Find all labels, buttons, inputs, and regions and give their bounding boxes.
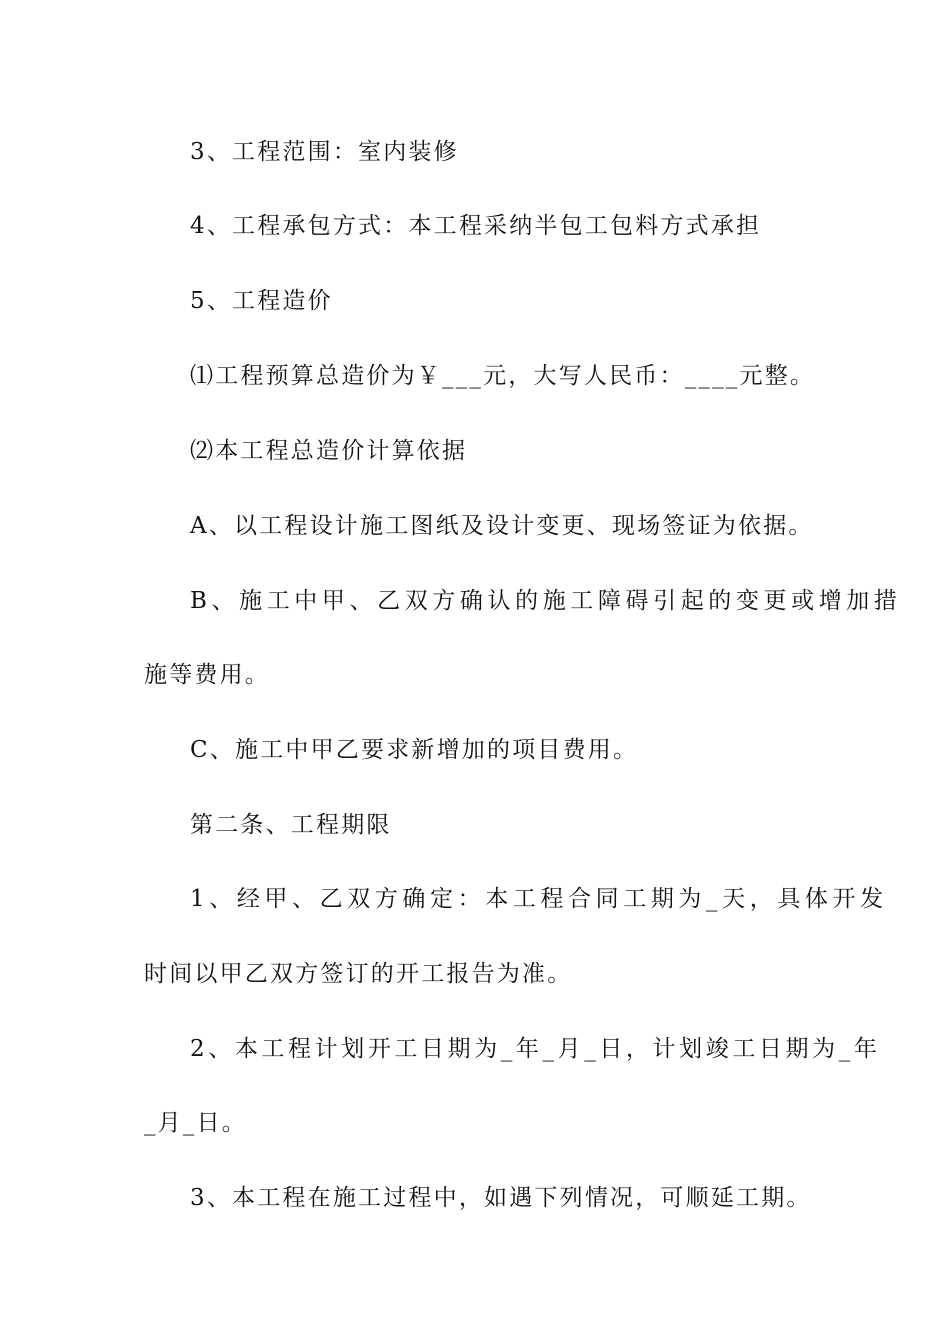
clause-schedule-dates: 2、本工程计划开工日期为_年_月_日，计划竣工日期为_年 [190, 1036, 881, 1062]
clause-duration-continued: 时间以甲乙双方签订的开工报告为准。 [144, 961, 573, 987]
clause-scope: 3、工程范围：室内装修 [190, 139, 459, 165]
clause-schedule-dates-continued: _月_日。 [144, 1110, 247, 1136]
clause-basis-a: A、以工程设计施工图纸及设计变更、现场签证为依据。 [190, 513, 814, 539]
clause-contract-method: 4、工程承包方式：本工程采纳半包工包料方式承担 [190, 213, 762, 239]
clause-duration: 1、经甲、乙双方确定：本工程合同工期为_天，具体开发 [190, 886, 888, 912]
clause-basis-c: C、施工中甲乙要求新增加的项目费用。 [190, 737, 639, 763]
clause-cost-basis: ⑵本工程总造价计算依据 [190, 438, 468, 464]
clause-cost-heading: 5、工程造价 [190, 288, 333, 314]
clause-budget-total: ⑴工程预算总造价为￥___元，大写人民币：____元整。 [190, 363, 816, 389]
clause-basis-b: B、施工中甲、乙双方确认的施工障碍引起的变更或增加措 [190, 588, 902, 614]
clause-basis-b-continued: 施等费用。 [144, 662, 270, 688]
clause-extension: 3、本工程在施工过程中，如遇下列情况，可顺延工期。 [190, 1185, 812, 1211]
article-two-heading: 第二条、工程期限 [190, 812, 392, 838]
